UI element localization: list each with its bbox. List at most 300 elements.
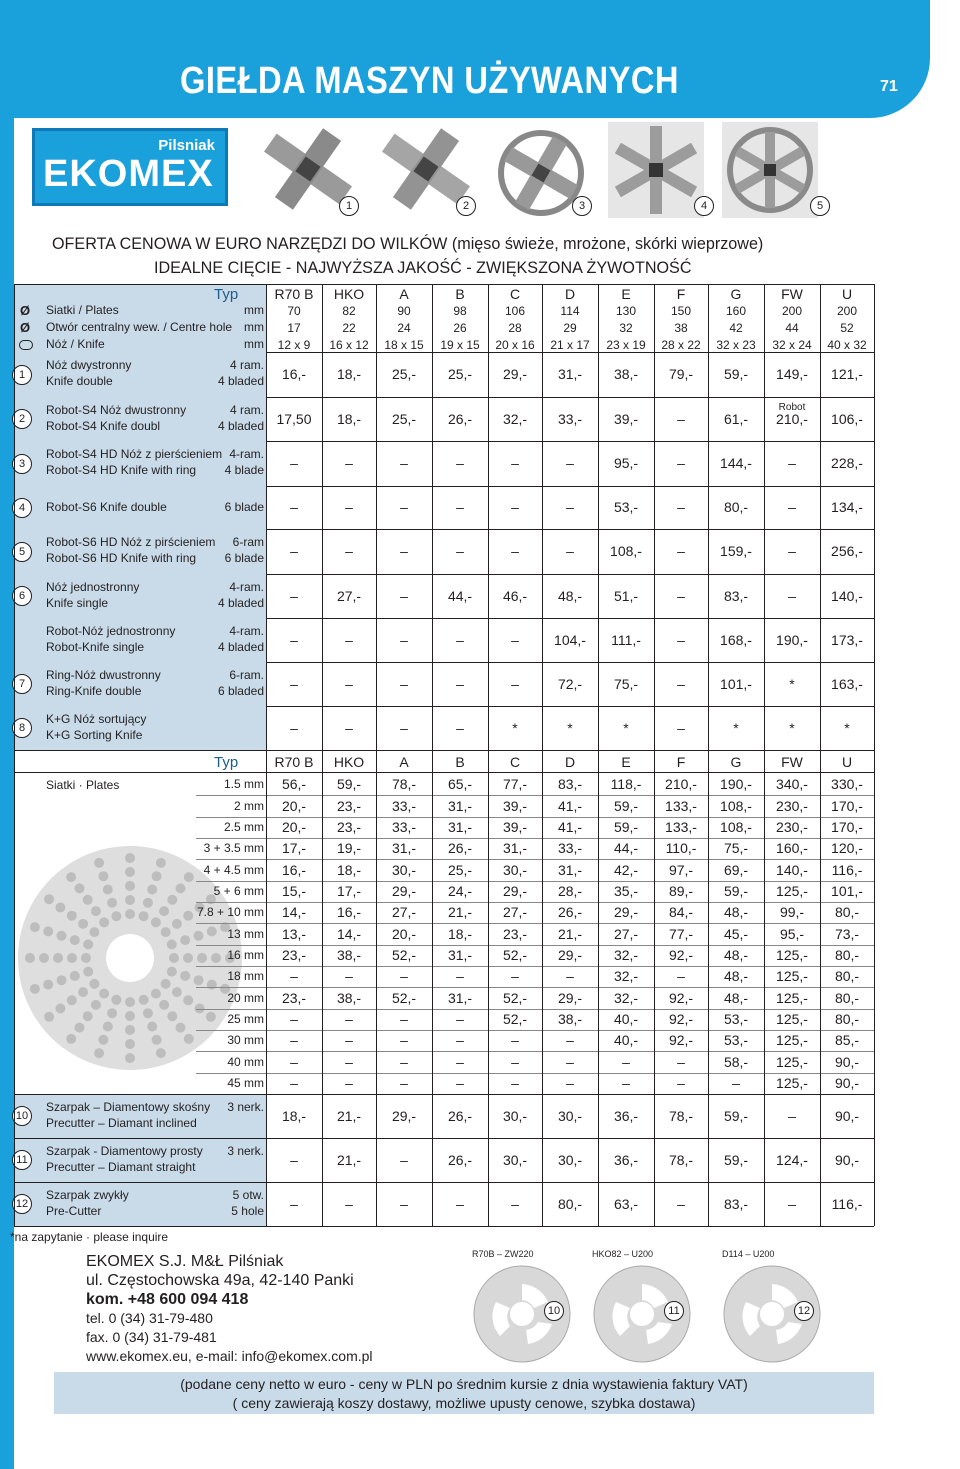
row-spec: 3 nerk. bbox=[227, 1144, 264, 1158]
price-cell: 17,- bbox=[336, 883, 362, 899]
price-cell: 20,- bbox=[391, 926, 417, 942]
company-name: EKOMEX S.J. M&Ł Pilśniak bbox=[86, 1253, 284, 1270]
price-cell: 12 x 9 bbox=[277, 338, 311, 352]
price-cell: 21,- bbox=[447, 904, 473, 920]
price-cell: 80,- bbox=[834, 1011, 860, 1027]
price-cell: 31,- bbox=[447, 819, 473, 835]
price-cell: 133,- bbox=[665, 798, 697, 814]
plate-size: 13 mm bbox=[227, 927, 264, 941]
price-cell: 210,- bbox=[776, 411, 808, 427]
price-cell: – bbox=[400, 1152, 408, 1168]
price-cell: – bbox=[456, 1054, 464, 1070]
price-cell: – bbox=[400, 455, 408, 471]
price-cell: 30,- bbox=[557, 1152, 583, 1168]
price-cell: 168,- bbox=[720, 632, 752, 648]
price-cell: 25,- bbox=[391, 411, 417, 427]
price-cell: – bbox=[511, 499, 519, 515]
price-cell: 38 bbox=[674, 321, 688, 335]
price-cell: 69,- bbox=[723, 862, 749, 878]
row-spec: 4 ram. bbox=[229, 403, 264, 417]
spec-unit: mm bbox=[244, 337, 264, 351]
spec-unit: mm bbox=[244, 320, 264, 334]
price-cell: – bbox=[456, 1011, 464, 1027]
row-label-en: Knife single bbox=[46, 596, 109, 610]
price-cell: – bbox=[345, 543, 353, 559]
price-cell: 26,- bbox=[447, 1152, 473, 1168]
price-cell: 53,- bbox=[723, 1032, 749, 1048]
price-cell: 59,- bbox=[613, 798, 639, 814]
price-cell: 30,- bbox=[502, 1108, 528, 1124]
price-cell: 92,- bbox=[668, 947, 694, 963]
price-cell: 31,- bbox=[502, 840, 528, 856]
column-header: F bbox=[676, 754, 686, 770]
price-cell: 59,- bbox=[723, 1108, 749, 1124]
price-cell: 104,- bbox=[554, 632, 586, 648]
price-cell: 18,- bbox=[447, 926, 473, 942]
price-cell: 78,- bbox=[668, 1152, 694, 1168]
price-cell: 26,- bbox=[557, 904, 583, 920]
column-header: B bbox=[455, 754, 465, 770]
price-cell: – bbox=[511, 676, 519, 692]
price-cell: 80,- bbox=[834, 904, 860, 920]
price-cell: 90,- bbox=[834, 1152, 860, 1168]
price-cell: – bbox=[788, 499, 796, 515]
price-cell: – bbox=[456, 676, 464, 692]
price-cell: 27,- bbox=[613, 926, 639, 942]
price-cell: – bbox=[290, 455, 298, 471]
price-cell: 72,- bbox=[557, 676, 583, 692]
plate-size: 40 mm bbox=[227, 1055, 264, 1069]
price-cell: 149,- bbox=[776, 366, 808, 382]
price-cell: – bbox=[400, 1011, 408, 1027]
price-cell: – bbox=[290, 632, 298, 648]
price-cell: 80,- bbox=[834, 990, 860, 1006]
price-cell: 41,- bbox=[557, 798, 583, 814]
price-cell: 17,- bbox=[281, 840, 307, 856]
price-cell: – bbox=[456, 1032, 464, 1048]
price-cell: 23,- bbox=[281, 947, 307, 963]
price-cell: – bbox=[345, 1196, 353, 1212]
price-cell: – bbox=[456, 1075, 464, 1091]
price-cell: – bbox=[290, 968, 298, 984]
row-label-pl: Nóż dwystronny bbox=[46, 358, 132, 372]
price-cell: 23,- bbox=[281, 990, 307, 1006]
price-cell: 30,- bbox=[502, 862, 528, 878]
six-blade-knife-image bbox=[608, 122, 704, 218]
column-header: E bbox=[621, 754, 631, 770]
price-cell: 124,- bbox=[776, 1152, 808, 1168]
price-cell: 340,- bbox=[776, 776, 808, 792]
price-cell: 160 bbox=[725, 304, 747, 318]
price-cell: 15,- bbox=[281, 883, 307, 899]
price-cell: 95,- bbox=[779, 926, 805, 942]
price-cell: 30,- bbox=[391, 862, 417, 878]
price-cell: 58,- bbox=[723, 1054, 749, 1070]
price-cell: 23,- bbox=[502, 926, 528, 942]
price-cell: – bbox=[677, 632, 685, 648]
price-cell: 140,- bbox=[776, 862, 808, 878]
price-cell: 31,- bbox=[447, 990, 473, 1006]
price-cell: * bbox=[733, 720, 739, 736]
price-cell: 14,- bbox=[336, 926, 362, 942]
price-cell: 16 x 12 bbox=[329, 338, 369, 352]
row-spec: 4 bladed bbox=[217, 374, 264, 388]
price-cell: – bbox=[566, 1075, 574, 1091]
price-cell: 38,- bbox=[557, 1011, 583, 1027]
price-cell: 63,- bbox=[613, 1196, 639, 1212]
precutter-number: 10 bbox=[544, 1301, 564, 1321]
price-cell: * bbox=[623, 720, 629, 736]
price-cell: 230,- bbox=[776, 798, 808, 814]
row-spec: 4 ram. bbox=[229, 358, 264, 372]
price-cell: 52,- bbox=[502, 990, 528, 1006]
price-cell: 29,- bbox=[391, 883, 417, 899]
price-cell: 18,- bbox=[336, 862, 362, 878]
price-cell: 39,- bbox=[502, 798, 528, 814]
price-cell: – bbox=[677, 455, 685, 471]
price-cell: 32,- bbox=[613, 990, 639, 1006]
price-cell: 20 x 16 bbox=[495, 338, 535, 352]
row-spec: 6 blade bbox=[224, 500, 264, 514]
price-cell: 59,- bbox=[723, 883, 749, 899]
price-cell: 26 bbox=[453, 321, 467, 335]
price-cell: – bbox=[345, 632, 353, 648]
price-cell: 53,- bbox=[613, 499, 639, 515]
row-label-en: Pre-Cutter bbox=[46, 1204, 102, 1218]
price-cell: – bbox=[400, 676, 408, 692]
grid-line bbox=[488, 284, 489, 1226]
page-number: 71 bbox=[880, 78, 898, 95]
grid-line bbox=[432, 284, 433, 1226]
price-cell: 140,- bbox=[831, 588, 863, 604]
price-cell: – bbox=[290, 1054, 298, 1070]
grid-line bbox=[14, 1226, 874, 1227]
price-cell: 90,- bbox=[834, 1108, 860, 1124]
price-cell: 29,- bbox=[502, 366, 528, 382]
price-cell: 25,- bbox=[447, 366, 473, 382]
price-cell: 25,- bbox=[391, 366, 417, 382]
precutter-caption: HKO82 – U200 bbox=[592, 1249, 654, 1259]
spec-label: Nóż / Knife bbox=[46, 337, 105, 351]
price-cell: – bbox=[345, 676, 353, 692]
price-cell: – bbox=[290, 1152, 298, 1168]
price-cell: 31,- bbox=[447, 947, 473, 963]
price-cell: 125,- bbox=[776, 1011, 808, 1027]
price-cell: 45,- bbox=[723, 926, 749, 942]
row-number: 2 bbox=[12, 409, 32, 429]
plate-size: 2.5 mm bbox=[223, 820, 264, 834]
column-header: HKO bbox=[333, 286, 365, 302]
price-cell: 92,- bbox=[668, 1011, 694, 1027]
row-spec: 4-ram. bbox=[229, 447, 264, 461]
price-cell: – bbox=[732, 1075, 740, 1091]
price-cell: 56,- bbox=[281, 776, 307, 792]
price-cell: – bbox=[290, 1032, 298, 1048]
column-header: U bbox=[841, 754, 853, 770]
precutter-caption: D114 – U200 bbox=[722, 1249, 775, 1259]
column-header: G bbox=[730, 286, 742, 302]
price-cell: 52,- bbox=[391, 990, 417, 1006]
price-cell: 83,- bbox=[557, 776, 583, 792]
row-spec: 3 nerk. bbox=[227, 1100, 264, 1114]
price-cell: – bbox=[788, 543, 796, 559]
price-cell: – bbox=[400, 1075, 408, 1091]
price-cell: 83,- bbox=[723, 1196, 749, 1212]
price-cell: 23,- bbox=[336, 819, 362, 835]
price-cell: – bbox=[400, 720, 408, 736]
column-header: A bbox=[399, 286, 409, 302]
offer-headline: OFERTA CENOWA W EURO NARZĘDZI DO WILKÓW (mięso świeże, mrożone, skórki wieprzowe) bbox=[52, 234, 764, 253]
price-cell: – bbox=[456, 455, 464, 471]
price-cell: 256,- bbox=[831, 543, 863, 559]
price-cell: – bbox=[290, 720, 298, 736]
price-cell: – bbox=[290, 1196, 298, 1212]
row-label-pl: Robot-S4 HD Nóż z pierścieniem bbox=[46, 447, 223, 461]
price-cell: 173,- bbox=[831, 632, 863, 648]
price-cell: * bbox=[789, 676, 795, 692]
price-cell: 28 x 22 bbox=[661, 338, 701, 352]
price-cell: 59,- bbox=[336, 776, 362, 792]
price-cell: – bbox=[345, 1011, 353, 1027]
price-cell: 77,- bbox=[502, 776, 528, 792]
grid-line bbox=[874, 284, 875, 1226]
price-cell: 18,- bbox=[281, 1108, 307, 1124]
price-cell: 23 x 19 bbox=[606, 338, 646, 352]
row-label-en: Ring-Knife double bbox=[46, 684, 142, 698]
logo-brand: EKOMEX bbox=[43, 153, 214, 195]
price-cell: 118,- bbox=[610, 776, 642, 792]
price-cell: 200 bbox=[781, 304, 803, 318]
price-note-line1: (podane ceny netto w euro - ceny w PLN po średnim kursie z dnia wystawienia faktury VAT) bbox=[180, 1376, 748, 1392]
company-fax: fax. 0 (34) 31-79-481 bbox=[86, 1329, 217, 1345]
price-cell: 13,- bbox=[281, 926, 307, 942]
price-cell: 19 x 15 bbox=[440, 338, 480, 352]
price-cell: 134,- bbox=[831, 499, 863, 515]
price-cell: – bbox=[788, 455, 796, 471]
price-cell: – bbox=[511, 543, 519, 559]
price-cell: 26,- bbox=[447, 840, 473, 856]
price-cell: 133,- bbox=[665, 819, 697, 835]
column-header: R70 B bbox=[274, 286, 314, 302]
price-cell: – bbox=[566, 543, 574, 559]
price-cell: – bbox=[290, 499, 298, 515]
price-cell: – bbox=[345, 455, 353, 471]
row-number: 5 bbox=[12, 542, 32, 562]
price-cell: 190,- bbox=[776, 632, 808, 648]
price-cell: – bbox=[400, 543, 408, 559]
price-cell: 78,- bbox=[668, 1108, 694, 1124]
price-cell: 163,- bbox=[831, 676, 863, 692]
column-header: B bbox=[455, 286, 465, 302]
price-cell: – bbox=[456, 543, 464, 559]
row-spec: 6-ram. bbox=[229, 668, 264, 682]
price-cell: 18,- bbox=[336, 411, 362, 427]
precutter-caption: R70B – ZW220 bbox=[472, 1249, 534, 1259]
price-cell: – bbox=[511, 1032, 519, 1048]
plate-size: 45 mm bbox=[227, 1076, 264, 1090]
price-cell: 101,- bbox=[831, 883, 863, 899]
price-cell: 29,- bbox=[557, 990, 583, 1006]
column-header: C bbox=[509, 754, 521, 770]
row-label-pl: K+G Nóż sortujący bbox=[46, 712, 147, 726]
price-cell: 52,- bbox=[391, 947, 417, 963]
price-cell: 125,- bbox=[776, 883, 808, 899]
row-label-en: Precutter – Diamant straight bbox=[46, 1160, 196, 1174]
grid-line bbox=[708, 284, 709, 1226]
price-cell: – bbox=[456, 968, 464, 984]
price-cell: – bbox=[400, 1196, 408, 1212]
price-cell: 108,- bbox=[720, 819, 752, 835]
price-cell: 29 bbox=[563, 321, 577, 335]
company-mobile: kom. +48 600 094 418 bbox=[86, 1291, 249, 1308]
company-web-email: www.ekomex.eu, e-mail: info@ekomex.com.pl bbox=[86, 1348, 373, 1364]
price-cell: 80,- bbox=[834, 968, 860, 984]
price-cell: 40,- bbox=[613, 1011, 639, 1027]
price-cell: 65,- bbox=[447, 776, 473, 792]
price-cell: 40 x 32 bbox=[827, 338, 867, 352]
price-cell: – bbox=[456, 632, 464, 648]
row-label-en: Robot-Knife single bbox=[46, 640, 145, 654]
price-cell: 116,- bbox=[831, 862, 863, 878]
grid-line bbox=[654, 284, 655, 1226]
price-cell: 52 bbox=[840, 321, 854, 335]
tool-number-4: 4 bbox=[694, 196, 714, 216]
price-cell: 73,- bbox=[834, 926, 860, 942]
grid-line bbox=[376, 284, 377, 1226]
price-cell: 114 bbox=[560, 304, 580, 318]
price-cell: 150 bbox=[670, 304, 692, 318]
price-cell: 36,- bbox=[613, 1152, 639, 1168]
column-header: FW bbox=[781, 754, 803, 770]
price-cell: 80,- bbox=[723, 499, 749, 515]
price-cell: – bbox=[677, 968, 685, 984]
price-cell: 90,- bbox=[834, 1075, 860, 1091]
price-cell: – bbox=[788, 1196, 796, 1212]
price-cell: – bbox=[622, 1075, 630, 1091]
price-cell: 18,- bbox=[336, 366, 362, 382]
row-spec: 4 bladed bbox=[217, 419, 264, 433]
price-cell: – bbox=[400, 588, 408, 604]
price-cell: 75,- bbox=[613, 676, 639, 692]
price-cell: – bbox=[677, 676, 685, 692]
price-cell: – bbox=[345, 968, 353, 984]
price-cell: 90,- bbox=[834, 1054, 860, 1070]
grid-line bbox=[14, 284, 874, 285]
price-cell: 19,- bbox=[336, 840, 362, 856]
price-cell: 78,- bbox=[391, 776, 417, 792]
row-label-pl: Szarpak – Diamentowy skośny bbox=[46, 1100, 211, 1114]
row-label-en: Robot-S6 HD Knife with ring bbox=[46, 551, 197, 565]
price-cell: 32,- bbox=[613, 947, 639, 963]
price-cell: 121,- bbox=[831, 366, 863, 382]
grid-line bbox=[322, 284, 323, 1226]
price-cell: – bbox=[677, 588, 685, 604]
row-spec: 4-ram. bbox=[229, 580, 264, 594]
typ-label: Typ bbox=[214, 754, 239, 771]
typ-label: Typ bbox=[214, 286, 239, 303]
row-spec: 4 bladed bbox=[217, 596, 264, 610]
price-cell: – bbox=[345, 499, 353, 515]
plate-size: 16 mm bbox=[227, 948, 264, 962]
price-cell: 70 bbox=[287, 304, 301, 318]
price-cell: 48,- bbox=[557, 588, 583, 604]
price-cell: 52,- bbox=[502, 1011, 528, 1027]
price-cell: 79,- bbox=[668, 366, 694, 382]
price-cell: 125,- bbox=[776, 1054, 808, 1070]
price-cell: 51,- bbox=[613, 588, 639, 604]
price-cell: 31,- bbox=[557, 862, 583, 878]
price-cell: 32,- bbox=[502, 411, 528, 427]
column-header: F bbox=[676, 286, 686, 302]
price-cell: – bbox=[456, 720, 464, 736]
price-cell: 52,- bbox=[502, 947, 528, 963]
grid-line bbox=[14, 750, 874, 751]
price-cell: 46,- bbox=[502, 588, 528, 604]
row-label-en: Precutter – Diamant inclined bbox=[46, 1116, 197, 1130]
tool-number-3: 3 bbox=[572, 196, 592, 216]
price-cell: 108,- bbox=[720, 798, 752, 814]
price-cell: 33,- bbox=[391, 819, 417, 835]
price-cell: – bbox=[345, 1054, 353, 1070]
price-cell: 33,- bbox=[391, 798, 417, 814]
price-cell: – bbox=[345, 1032, 353, 1048]
plate-size: 4 + 4.5 mm bbox=[203, 863, 264, 877]
row-spec: 5 hole bbox=[231, 1204, 264, 1218]
grid-line bbox=[14, 772, 874, 773]
price-cell: 14,- bbox=[281, 904, 307, 920]
price-cell: 20,- bbox=[281, 819, 307, 835]
grid-line bbox=[14, 1138, 874, 1139]
price-cell: 18 x 15 bbox=[384, 338, 424, 352]
price-cell: – bbox=[566, 1054, 574, 1070]
price-cell: 210,- bbox=[665, 776, 697, 792]
column-header: D bbox=[564, 754, 576, 770]
plate-size: 1.5 mm bbox=[223, 777, 264, 791]
price-cell: – bbox=[290, 676, 298, 692]
column-header: C bbox=[509, 286, 521, 302]
column-header: G bbox=[730, 754, 742, 770]
price-cell: 108,- bbox=[610, 543, 642, 559]
row-number: 6 bbox=[12, 586, 32, 606]
price-cell: 85,- bbox=[834, 1032, 860, 1048]
price-cell: 29,- bbox=[557, 947, 583, 963]
price-cell: – bbox=[677, 499, 685, 515]
price-cell: – bbox=[677, 1196, 685, 1212]
price-cell: 32 bbox=[619, 321, 633, 335]
price-cell: 29,- bbox=[502, 883, 528, 899]
row-label-pl: Robot-Nóż jednostronny bbox=[46, 624, 176, 638]
price-cell: 83,- bbox=[723, 588, 749, 604]
plate-size: 25 mm bbox=[227, 1012, 264, 1026]
row-label-en: K+G Sorting Knife bbox=[46, 728, 143, 742]
price-cell: 125,- bbox=[776, 968, 808, 984]
price-cell: 21,- bbox=[336, 1152, 362, 1168]
price-cell: – bbox=[511, 1075, 519, 1091]
price-cell: 190,- bbox=[720, 776, 752, 792]
price-cell: 228,- bbox=[831, 455, 863, 471]
price-cell: 22 bbox=[342, 321, 356, 335]
price-cell: * bbox=[789, 720, 795, 736]
price-note-line2: ( ceny zawierają koszy dostawy, możliwe upusty cenowe, szybka dostawa) bbox=[232, 1395, 696, 1411]
price-cell: 106,- bbox=[831, 411, 863, 427]
price-cell: – bbox=[566, 968, 574, 984]
price-cell: 101,- bbox=[720, 676, 752, 692]
price-cell: 25,- bbox=[447, 862, 473, 878]
price-cell: 38,- bbox=[613, 366, 639, 382]
row-label-pl: Nóż jednostronny bbox=[46, 580, 140, 594]
price-cell: – bbox=[400, 1054, 408, 1070]
price-cell: – bbox=[677, 543, 685, 559]
